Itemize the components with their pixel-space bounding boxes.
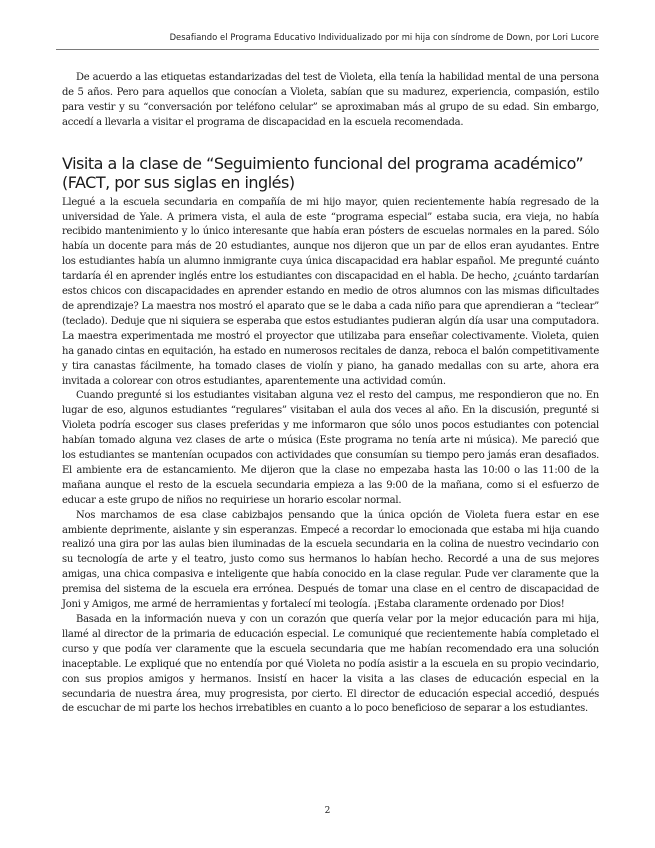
body-paragraph-4: Basada en la información nueva y con un corazón que quería velar por la mejor educación para mi hija, llamé al director de la primaria de educación especial. Le comuniqué que recientemente había completado el curso y que podía ver claramente que la escuela secundaria que me habían recomendado era una solución inaceptable. Le expliqué que no entendía por qué Violeta no podía asistir a la escuela en su propio vecindario, con sus propios amigos y hermanos. Insistí en hacer la visita a las clases de educación especial en la secundaria de nuestra área, muy progresista, por cierto. El director de educación especial accedió, después de escuchar de mi parte los hechos irrebatibles en cuanto a lo poco beneficioso de separar a los estudiantes. (62, 614, 599, 715)
body-paragraph-1: Llegué a la escuela secundaria en compañía de mi hijo mayor, quien recientemente había regresado de la universidad de Yale. A primera vista, el aula de este “programa especial” estaba sucia, era vieja, no había recibido mantenimiento y lo único interesante que había eran pósters de escuelas normales en la pared. Sólo había un docente para más de 20 estudiantes, aunque nos dijeron que un par de ellos eran ayudantes. Entre los estudiantes había un alumno inmigrante cuya única discapacidad era hablar español. Me pregunté cuánto tardaría él en aprender inglés entre los estudiantes con discapacidad en el habla. De hecho, ¿cuánto tardarían estos chicos con discapacidades en aprender estando en medio de otros alumnos con las mismas dificultades de aprendizaje? La maestra nos mostró el aparato que se le daba a cada niño para que aprendieran a “teclear” (teclado). Deduje que ni siquiera se esperaba que estos estudiantes pudieran algún día usar una computadora. La maestra experimentada me mostró el proyector que utilizaba para enseñar colectivamente. Violeta, quien ha ganado cintas en equitación, ha estado en numerosos recitales de danza, reboca el balón competitivamente y tira canastas fácilmente, ha tomado clases de violín y piano, ha ganado medallas con su arte, ahora era invitada a colorear con otros estudiantes, aparentemente una actividad común. (62, 196, 599, 387)
intro-paragraph: De acuerdo a las etiquetas estandarizadas del test de Violeta, ella tenía la habilidad mental de una persona de 5 años. Pero para aquellos que conocían a Violeta, sabían que su madurez, experiencia, compasión, estilo para vestir y su “conversación por teléfono celular” se aproximaban más al grupo de su edad. Sin embargo, accedí a llevarla a visitar el programa de discapacidad en la escuela recomendada. (62, 72, 599, 128)
running-header (56, 31, 599, 50)
page-body (62, 71, 599, 717)
running-header-title: Desafiando el Programa Educativo Individualizado por mi hija con síndrome de Down, por Lori Lucore (169, 32, 599, 42)
body-paragraph-3: Nos marchamos de esa clase cabizbajos pensando que la única opción de Violeta fuera estar en ese ambiente deprimente, aislante y sin esperanzas. Empecé a recordar lo emocionada que estaba mi hija cuando realizó una gira por las aulas bien iluminadas de la escuela secundaria en la colina de nuestro vecindario con su tecnología de arte y el teatro, justo como sus hermanos lo habían hecho. Recordé a una de sus mejores amigas, una chica compasiva e inteligente que había conocido en la clase regular. Pude ver claramente que la premisa del sistema de la escuela era errónea. Después de tomar una clase en el centro de discapacidad de Joni y Amigos, me armé de herramientas y fortalecí mi teología. ¡Estaba claramente ordenado por Dios! (62, 509, 599, 611)
body-paragraph-2: Cuando pregunté si los estudiantes visitaban alguna vez el resto del campus, me respondieron que no. En lugar de eso, algunos estudiantes “regulares” visitaban el aula dos veces al año. En la discusión, pregunté si Violeta podría escoger sus clases preferidas y me informaron que sólo unos pocos estudiantes con potencial habían tomado alguna vez clases de arte o música (Este programa no tenía arte ni música). Me pareció que los estudiantes se mantenían ocupados con actividades que consumían su tiempo pero jamás eran desafiados. El ambiente era de estancamiento. Me dijeron que la clase no empezaba hasta las 10:00 o las 11:00 de la mañana aunque el resto de la escuela secundaria empieza a las 9:00 de la mañana, como si el esfuerzo de educar a este grupo de niños no requiriese un horario escolar normal. (62, 390, 599, 506)
section-heading: Visita a la clase de “Seguimiento funcional del programa académico” (FACT, por sus siglas en inglés) (62, 153, 584, 192)
page-number: 2 (324, 806, 331, 816)
